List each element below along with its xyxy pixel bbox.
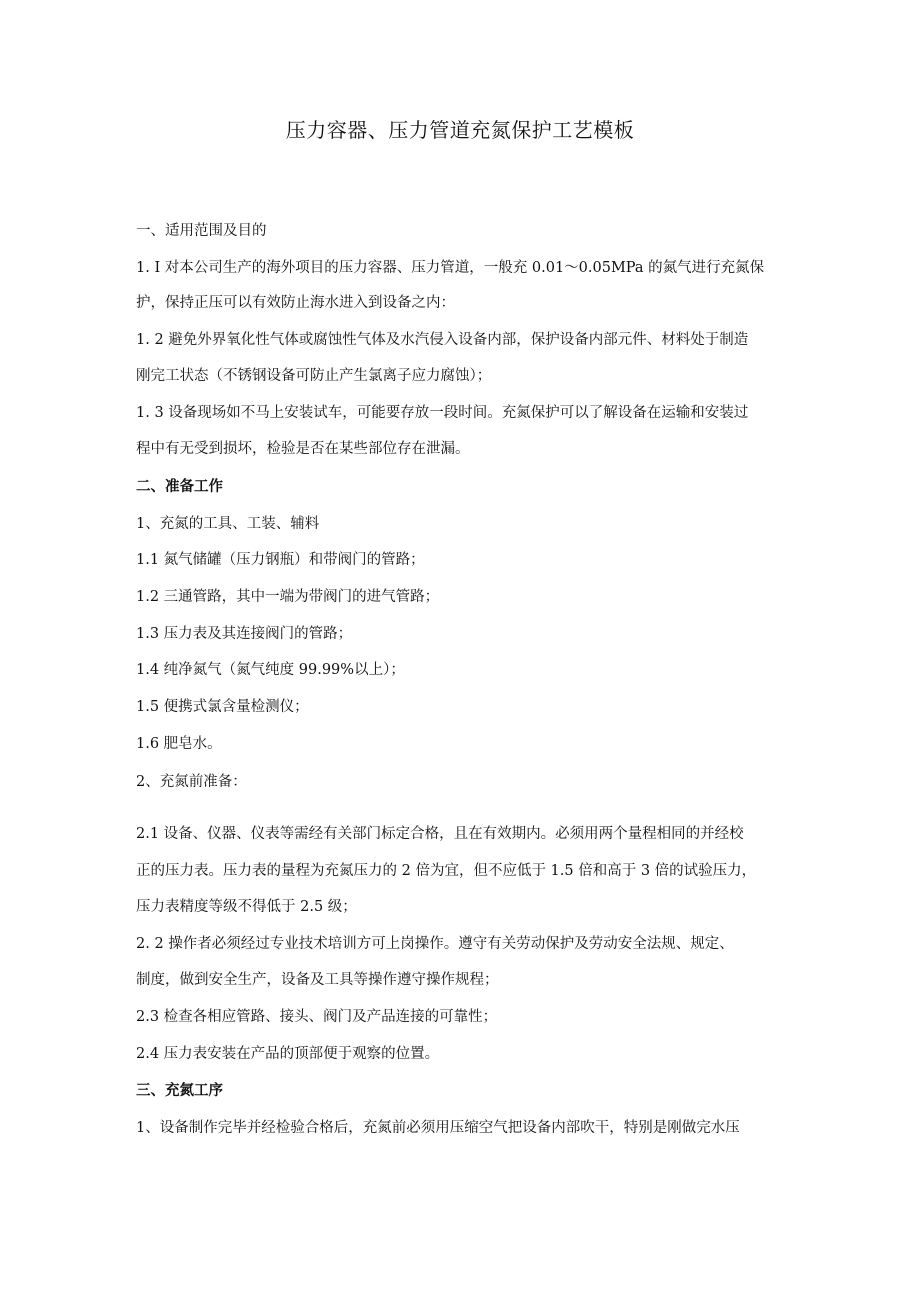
paragraph-line: 2. 2 操作者必须经过专业技术培训方可上岗操作。遵守有关劳动保护及劳动安全法规、规定、 xyxy=(136,936,734,952)
paragraph-line: 1、设备制作完毕并经检验合格后，充氮前必须用压缩空气把设备内部吹干，特别是刚做完水压 xyxy=(136,1120,740,1136)
paragraph-line: 1. 2 避免外界氧化性气体或腐蚀性气体及水汽侵入设备内部，保护设备内部元件、材料处于制造 xyxy=(136,332,749,348)
paragraph-line: 压力表精度等级不得低于 2.5 级； xyxy=(136,899,357,915)
section-heading-1: 一、适用范围及目的 xyxy=(136,223,267,239)
paragraph-line: 制度，做到安全生产，设备及工具等操作遵守操作规程； xyxy=(136,972,499,988)
paragraph-line: 2.1 设备、仪器、仪表等需经有关部门标定合格，且在有效期内。必须用两个量程相同的并经校 xyxy=(136,826,744,842)
paragraph-line: 护，保持正压可以有效防止海水进入到设备之内： xyxy=(136,295,455,311)
list-item: 1.5 便携式氯含量检测仪； xyxy=(136,699,309,715)
list-item: 2.3 检查各相应管路、接头、阀门及产品连接的可靠性； xyxy=(136,1009,498,1025)
paragraph-line: 1. I 对本公司生产的海外项目的压力容器、压力管道，一般充 0.01～0.05MPa 的氮气进行充氮保 xyxy=(136,260,765,276)
paragraph-line: 刚完工状态（不锈钢设备可防止产生氯离子应力腐蚀）； xyxy=(136,368,492,384)
list-item: 2.4 压力表安装在产品的顶部便于观察的位置。 xyxy=(136,1046,440,1062)
list-item: 1.1 氮气储罐（压力钢瓶）和带阀门的管路； xyxy=(136,552,425,568)
paragraph-line: 正的压力表。压力表的量程为充氮压力的 2 倍为宜，但不应低于 1.5 倍和高于 3 倍的试验压力， xyxy=(136,863,757,879)
list-item: 1.6 肥皂水。 xyxy=(136,736,222,752)
list-item: 1.2 三通管路，其中一端为带阀门的进气管路； xyxy=(136,589,440,605)
list-item: 1.3 压力表及其连接阀门的管路； xyxy=(136,626,353,642)
document-title: 压力容器、压力管道充氮保护工艺模板 xyxy=(285,118,635,142)
paragraph-line: 1. 3 设备现场如不马上安装试车，可能要存放一段时间。充氮保护可以了解设备在运输和安装过 xyxy=(136,405,749,421)
section-heading-2: 二、准备工作 xyxy=(136,479,223,495)
paragraph-line: 程中有无受到损坏，检验是否在某些部位存在泄漏。 xyxy=(136,441,470,457)
subheading-line: 2、充氮前准备： xyxy=(136,774,247,790)
list-item: 1.4 纯净氮气（氮气纯度 99.99%以上）； xyxy=(136,662,405,678)
subheading-line: 1、充氮的工具、工装、辅料 xyxy=(136,516,320,532)
section-heading-3: 三、充氮工序 xyxy=(136,1083,223,1099)
